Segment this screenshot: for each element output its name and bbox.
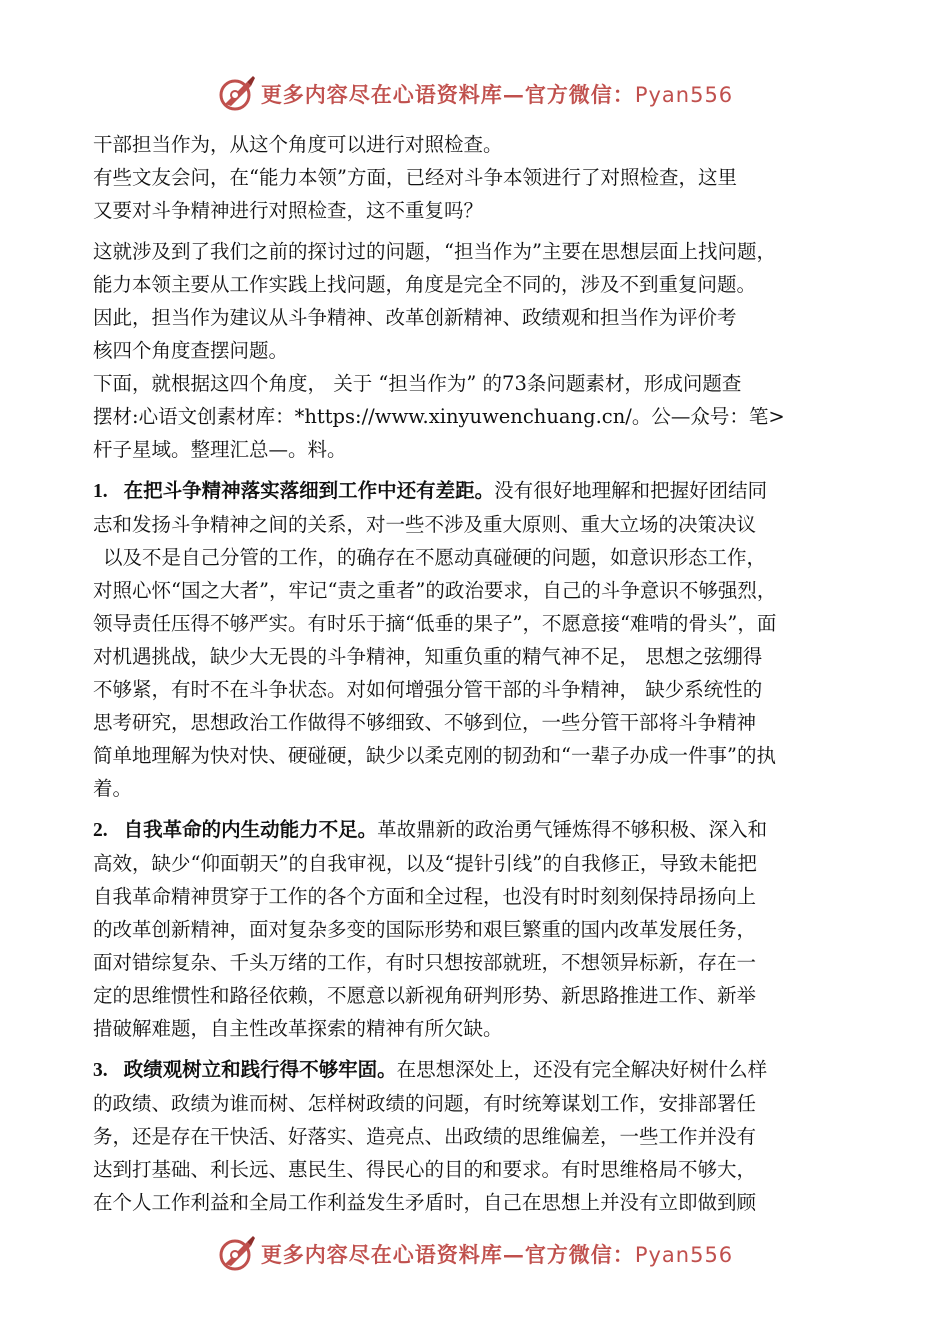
section-text: 在思想深处上，还没有完全解决好树什么样 — [396, 1058, 768, 1081]
source-line: 摆材:心语文创素材库：*https://www.xinyuwenchuang.cn/。公—众号：笔> — [93, 405, 785, 428]
section-line: 志和发扬斗争精神之间的关系，对一些不涉及重大原则、重大立场的决策决议 — [93, 513, 757, 536]
header-banner — [0, 72, 950, 116]
section-line: 在个人工作利益和全局工作利益发生矛盾时，自己在思想上并没有立即做到顾 — [93, 1191, 757, 1214]
footer-brand: 更多内容尽在心语资料库 — [260, 1242, 503, 1267]
section-heading: 政绩观树立和践行得不够牢固。 — [123, 1058, 397, 1081]
body-line: 杆子星域。整理汇总—。料。 — [93, 438, 347, 461]
section-line: 措破解难题，自主性改革探索的精神有所欠缺。 — [93, 1017, 503, 1040]
section-heading: 在把斗争精神落实落细到工作中还有差距。 — [123, 479, 495, 502]
section-text: 革故鼎新的政治勇气锤炼得不够积极、深入和 — [377, 818, 768, 841]
section-line: 的政绩、政绩为谁而树、怎样树政绩的问题，有时统筹谋划工作，安排部署任 — [93, 1092, 757, 1115]
section-number: 3. — [93, 1060, 108, 1081]
footer-wechat-label: 官方微信： — [524, 1242, 635, 1267]
footer-brand-text — [261, 1239, 733, 1269]
header-wechat-id: Pyan556 — [634, 83, 734, 107]
section-line: 的改革创新精神，面对复杂多变的国际形势和艰巨繁重的国内改革发展任务， — [93, 918, 757, 941]
section-number: 1. — [93, 481, 108, 502]
body-line: 干部担当作为，从这个角度可以进行对照检查。 — [93, 133, 503, 156]
section-line: 对机遇挑战，缺少大无畏的斗争精神，知重负重的精气神不足， 思想之弦绷得 — [93, 645, 763, 668]
section-line: 对照心怀“国之大者”，牢记“责之重者”的政治要求，自己的斗争意识不够强烈， — [93, 579, 777, 602]
section-line: 以及不是自己分管的工作，的确存在不愿动真碰硬的问题，如意识形态工作， — [103, 546, 767, 569]
header-dash: — — [502, 82, 525, 107]
section-heading: 自我革命的内生动能力不足。 — [123, 818, 378, 841]
brand-logo-icon — [217, 74, 257, 114]
section-number: 2. — [93, 820, 108, 841]
section-line: 思考研究，思想政治工作做得不够细致、不够到位，一些分管干部将斗争精神 — [93, 711, 757, 734]
body-line: 核四个角度查摆问题。 — [93, 339, 289, 362]
footer-wechat-id: Pyan556 — [634, 1243, 734, 1267]
body-line: 有些文友会问，在“能力本领”方面，已经对斗争本领进行了对照检查，这里 — [93, 166, 737, 189]
section-line: 高效，缺少“仰面朝天”的自我审视，以及“提针引线”的自我修正，导致未能把 — [93, 852, 757, 875]
body-line: 能力本领主要从工作实践上找问题，角度是完全不同的，涉及不到重复问题。 — [93, 273, 757, 296]
footer-dash: — — [502, 1242, 525, 1267]
footer-banner — [0, 1232, 950, 1276]
section-line: 简单地理解为快对快、硬碰硬，缺少以柔克刚的韧劲和“一辈子办成一件事”的执 — [93, 744, 776, 767]
section-line: 定的思维惯性和路径依赖，不愿意以新视角研判形势、新思路推进工作、新举 — [93, 984, 757, 1007]
body-line: 下面，就根据这四个角度， 关于 “担当作为” 的73条问题素材，形成问题查 — [93, 372, 742, 395]
body-line: 这就涉及到了我们之前的探讨过的问题，“担当作为”主要在思想层面上找问题， — [93, 240, 776, 263]
section-2-first-line — [93, 813, 883, 847]
brand-logo-icon — [217, 1234, 257, 1274]
body-line: 又要对斗争精神进行对照检查，这不重复吗？ — [93, 199, 484, 222]
header-brand: 更多内容尽在心语资料库 — [260, 82, 503, 107]
body-line: 因此，担当作为建议从斗争精神、改革创新精神、政绩观和担当作为评价考 — [93, 306, 737, 329]
section-line: 务，还是存在干快活、好落实、造亮点、出政绩的思维偏差，一些工作并没有 — [93, 1125, 757, 1148]
section-line: 面对错综复杂、千头万绪的工作，有时只想按部就班，不想领异标新，存在一 — [93, 951, 757, 974]
section-1-first-line — [93, 474, 883, 508]
header-brand-text — [261, 79, 733, 109]
body-line — [93, 400, 883, 433]
section-line: 着。 — [93, 777, 133, 800]
section-line: 不够紧，有时不在斗争状态。对如何增强分管干部的斗争精神， 缺少系统性的 — [93, 678, 763, 701]
document-body — [93, 128, 883, 1219]
section-text: 没有很好地理解和把握好团结同 — [494, 479, 768, 502]
section-line: 领导责任压得不够严实。有时乐于摘“低垂的果子”，不愿意接“难啃的骨头”，面 — [93, 612, 777, 635]
section-line: 自我革命精神贯穿于工作的各个方面和全过程，也没有时时刻刻保持昂扬向上 — [93, 885, 757, 908]
section-3-first-line — [93, 1053, 883, 1087]
header-wechat-label: 官方微信： — [524, 82, 635, 107]
section-line: 达到打基础、利长远、惠民生、得民心的目的和要求。有时思维格局不够大， — [93, 1158, 757, 1181]
